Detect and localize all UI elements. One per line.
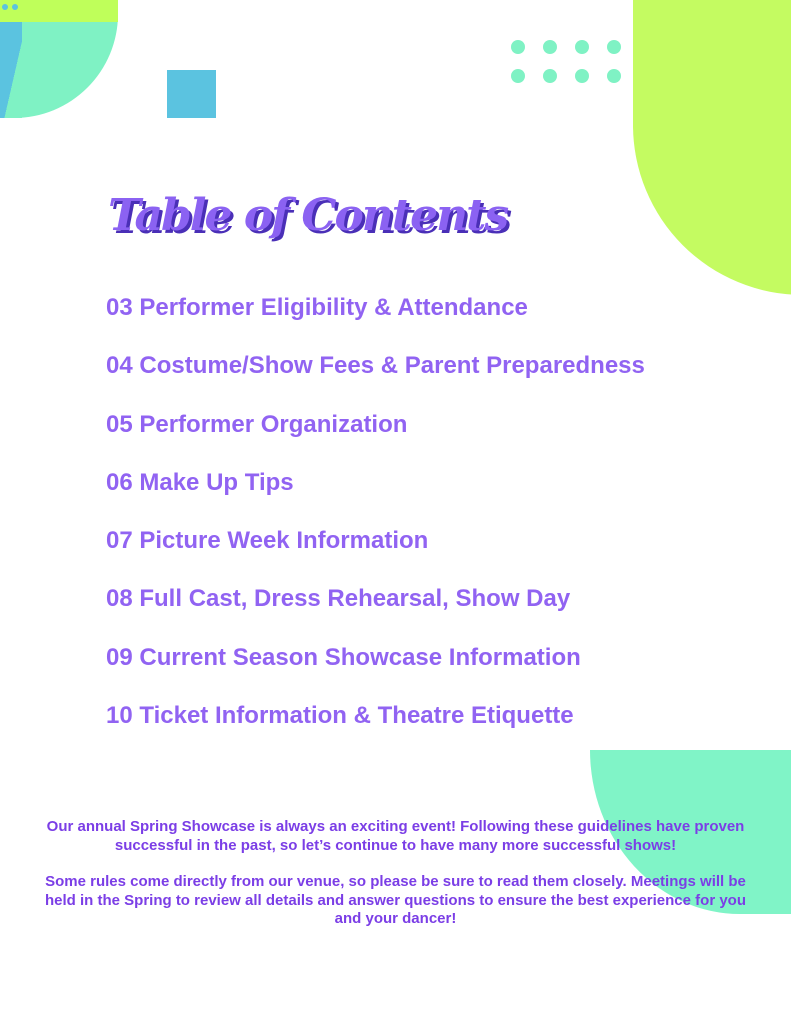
intro-text <box>30 818 761 929</box>
dot <box>543 69 557 83</box>
dot <box>511 69 525 83</box>
toc-item: 03 Performer Eligibility & Attendance <box>106 294 528 321</box>
table-of-contents <box>106 292 645 758</box>
decorative-small-dots <box>2 4 18 10</box>
dot <box>607 40 621 54</box>
toc-item: 08 Full Cast, Dress Rehearsal, Show Day <box>106 585 571 613</box>
toc-item: 05 Performer Organization <box>106 410 408 438</box>
dot <box>511 40 525 54</box>
toc-item: 07 Picture Week Information <box>106 527 429 555</box>
decorative-blue-square <box>167 70 216 118</box>
dot <box>12 4 18 10</box>
toc-item: 09 Current Season Showcase Information <box>106 643 581 671</box>
dot <box>575 40 589 54</box>
decorative-lime-shape <box>633 0 791 295</box>
dot <box>607 69 621 83</box>
toc-item: 10 Ticket Information & Theatre Etiquette <box>106 702 574 730</box>
dot <box>2 4 8 10</box>
decorative-blue-triangle <box>0 22 22 118</box>
page-title: Table of Contents <box>108 190 508 241</box>
intro-paragraph: Some rules come directly from our venue, so please be sure to read them closely. Meetings will be held in the Spring to review all details and answer questions to ensure the best experience for you and your dancer! <box>44 873 746 927</box>
toc-item: 04 Costume/Show Fees & Parent Preparedness <box>106 352 645 380</box>
dot <box>543 40 557 54</box>
toc-item: 06 Make Up Tips <box>106 468 294 496</box>
intro-paragraph: Our annual Spring Showcase is always an exciting event! Following these guidelines have proven successful in the past, so let’s continue to have many more successful shows! <box>46 818 745 854</box>
dot <box>575 69 589 83</box>
